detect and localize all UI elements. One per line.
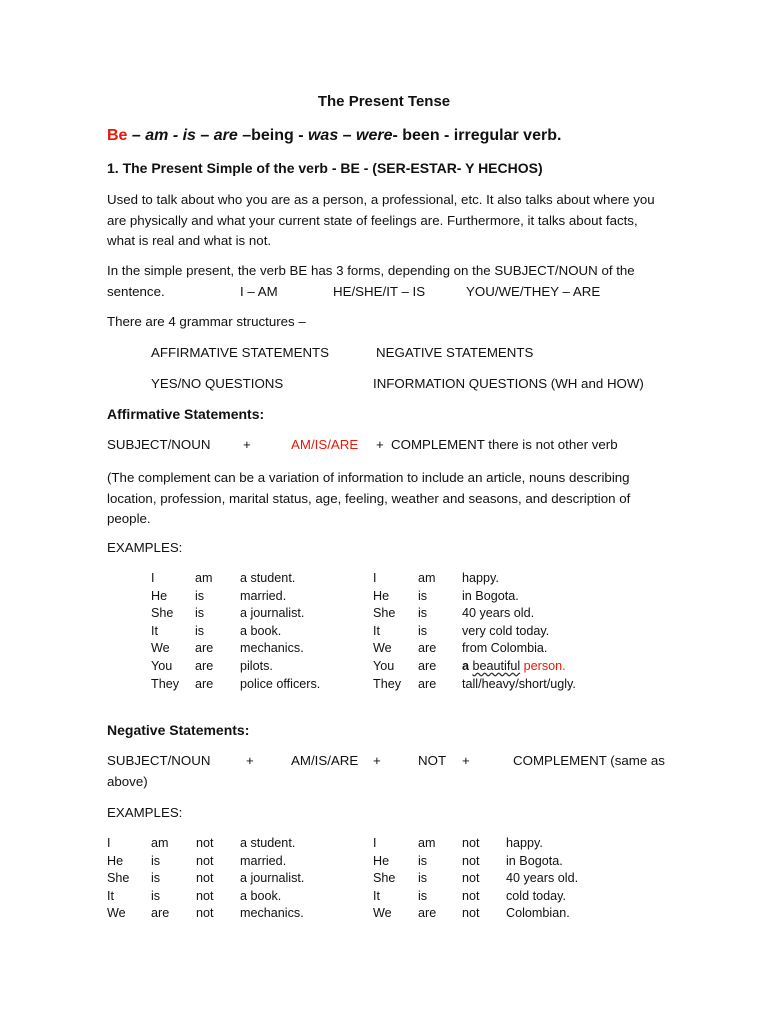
example-row <box>373 905 616 923</box>
document-title: The Present Tense <box>317 93 451 110</box>
neg-formula-subject: SUBJECT/NOUN <box>107 753 211 768</box>
example-subject: He <box>107 853 124 868</box>
be-word: Be <box>107 127 128 144</box>
example-complement: mechanics. <box>240 641 304 656</box>
example-subject: She <box>373 871 396 886</box>
negative-examples-right <box>373 835 616 923</box>
example-row <box>373 853 616 871</box>
example-verb: is <box>195 588 205 603</box>
example-row <box>373 676 612 694</box>
example-not: not <box>462 871 480 886</box>
neg-formula-plus-1: + <box>246 753 254 768</box>
example-subject: They <box>151 676 179 691</box>
structure-information: INFORMATION QUESTIONS (WH and HOW) <box>373 376 644 391</box>
example-row <box>107 835 360 853</box>
example-verb: are <box>418 641 437 656</box>
example-complement <box>462 658 612 676</box>
form-i-am: I – AM <box>240 284 278 299</box>
structure-negative: NEGATIVE STATEMENTS <box>376 345 534 360</box>
aff-formula-complement: COMPLEMENT there is not other verb <box>391 437 618 452</box>
example-verb: are <box>195 658 214 673</box>
example-row <box>107 888 360 906</box>
complement-noun: person. <box>523 658 566 673</box>
affirmative-heading: Affirmative Statements: <box>107 406 265 422</box>
example-not: not <box>462 853 480 868</box>
example-subject: We <box>373 641 392 656</box>
example-complement: a journalist. <box>240 871 305 886</box>
example-verb: am <box>418 571 436 585</box>
example-not: not <box>196 871 214 886</box>
example-not: not <box>196 906 214 921</box>
be-forms: – am - is – are <box>127 127 243 144</box>
complement-note: (The complement can be a variation of information to include an article, nouns describing location, profession, marital status, age, feeling, weather and seasons, and description of people. <box>107 470 631 527</box>
example-subject: We <box>107 906 126 921</box>
example-subject: It <box>373 623 380 638</box>
form-he-she-it-is: HE/SHE/IT – IS <box>333 284 426 299</box>
example-subject: It <box>107 888 114 903</box>
example-complement: married. <box>240 853 287 868</box>
example-verb: is <box>418 588 428 603</box>
example-subject: It <box>373 888 380 903</box>
example-complement: police officers. <box>240 676 321 691</box>
example-complement: 40 years old. <box>506 871 579 886</box>
example-complement: a student. <box>240 836 296 850</box>
aff-formula-verb: AM/IS/ARE <box>291 437 359 452</box>
example-subject: She <box>151 606 174 621</box>
example-complement: happy. <box>506 836 543 850</box>
forms-line-1: In the simple present, the verb BE has 3 forms, depending on the SUBJECT/NOUN of the <box>107 263 635 278</box>
neg-formula-plus-2: + <box>373 753 381 768</box>
example-complement: in Bogota. <box>462 588 519 603</box>
example-subject: We <box>151 641 170 656</box>
example-complement: very cold today. <box>462 623 550 638</box>
example-verb: are <box>418 676 437 691</box>
example-verb: am <box>418 836 436 850</box>
example-subject: It <box>151 623 158 638</box>
example-subject: You <box>151 658 173 673</box>
example-not: not <box>462 888 480 903</box>
affirmative-examples-left <box>151 570 370 693</box>
example-complement: a journalist. <box>240 606 305 621</box>
example-complement: 40 years old. <box>462 606 535 621</box>
example-row <box>373 870 616 888</box>
aff-formula-plus-2: + <box>376 437 384 452</box>
example-row <box>151 605 370 623</box>
example-not: not <box>462 906 480 921</box>
example-row <box>151 658 370 676</box>
section-heading-present-simple: 1. The Present Simple of the verb - BE - (SER-ESTAR- Y HECHOS) <box>107 160 543 176</box>
usage-paragraph: Used to talk about who you are as a person, a professional, etc. It also talks about where you are physically and what your current state of feelings are. Furthermore, it talks about facts, what is real and what is not. <box>107 192 655 249</box>
example-verb: is <box>151 853 161 868</box>
example-row <box>151 570 370 588</box>
example-not: not <box>196 836 214 850</box>
complement-article: a <box>462 658 470 673</box>
example-verb: is <box>418 623 428 638</box>
was-were-forms: was – were <box>307 127 393 144</box>
example-subject: I <box>107 836 111 850</box>
example-verb: is <box>151 871 161 886</box>
example-verb: is <box>418 888 428 903</box>
example-subject: She <box>107 871 130 886</box>
example-subject: We <box>373 906 392 921</box>
affirmative-examples-label: EXAMPLES: <box>107 540 183 555</box>
example-row <box>373 640 612 658</box>
example-subject: I <box>151 571 155 585</box>
example-row <box>107 870 360 888</box>
example-verb: am <box>151 836 169 850</box>
example-complement: a book. <box>240 888 282 903</box>
example-verb: is <box>195 623 205 638</box>
example-verb: are <box>418 658 437 673</box>
example-row <box>151 676 370 694</box>
being-form: –being - <box>242 127 308 144</box>
neg-formula-complement-cont: above) <box>107 774 148 789</box>
example-subject: They <box>373 676 401 691</box>
example-complement: cold today. <box>506 888 566 903</box>
example-verb: is <box>195 606 205 621</box>
example-not: not <box>462 836 480 850</box>
example-not: not <box>196 888 214 903</box>
example-subject: You <box>373 658 395 673</box>
example-subject: He <box>373 853 390 868</box>
example-subject: I <box>373 571 377 585</box>
example-row <box>151 588 370 606</box>
example-complement: married. <box>240 588 287 603</box>
be-forms-heading <box>107 127 561 145</box>
example-not: not <box>196 853 214 868</box>
example-verb: is <box>151 888 161 903</box>
negative-examples-left <box>107 835 360 923</box>
aff-formula-subject: SUBJECT/NOUN <box>107 437 211 452</box>
example-complement: tall/heavy/short/ugly. <box>462 676 576 691</box>
example-row <box>107 905 360 923</box>
example-row <box>373 570 612 588</box>
example-verb: are <box>151 906 170 921</box>
neg-formula-plus-3: + <box>462 753 470 768</box>
example-row <box>373 835 616 853</box>
negative-examples-label: EXAMPLES: <box>107 805 183 820</box>
example-complement: in Bogota. <box>506 853 563 868</box>
example-verb: are <box>195 641 214 656</box>
example-complement: happy. <box>462 571 499 585</box>
example-row <box>107 853 360 871</box>
negative-heading: Negative Statements: <box>107 722 250 738</box>
neg-formula-verb: AM/IS/ARE <box>291 753 359 768</box>
example-verb: are <box>418 906 437 921</box>
example-verb: is <box>418 853 428 868</box>
been-irregular: - been - irregular verb. <box>392 127 562 144</box>
example-complement: from Colombia. <box>462 641 548 656</box>
complement-adjective: beautiful <box>472 658 521 673</box>
structure-yes-no: YES/NO QUESTIONS <box>151 376 284 391</box>
example-row <box>373 658 612 676</box>
example-verb: is <box>418 871 428 886</box>
affirmative-examples-right <box>373 570 612 693</box>
form-you-we-they-are: YOU/WE/THEY – ARE <box>466 284 601 299</box>
example-verb: are <box>195 676 214 691</box>
example-complement: mechanics. <box>240 906 304 921</box>
example-verb: am <box>195 571 213 585</box>
example-row <box>151 640 370 658</box>
example-complement: Colombian. <box>506 906 570 921</box>
example-subject: I <box>373 836 377 850</box>
example-row <box>373 588 612 606</box>
aff-formula-plus-1: + <box>243 437 251 452</box>
example-row <box>373 605 612 623</box>
example-row <box>373 623 612 641</box>
neg-formula-complement: COMPLEMENT (same as <box>513 753 665 768</box>
structure-affirmative: AFFIRMATIVE STATEMENTS <box>151 345 330 360</box>
example-complement: a book. <box>240 623 282 638</box>
example-subject: He <box>151 588 168 603</box>
example-subject: He <box>373 588 390 603</box>
example-complement: pilots. <box>240 658 273 673</box>
example-subject: She <box>373 606 396 621</box>
forms-line-sentence: sentence. <box>107 284 165 299</box>
example-verb: is <box>418 606 428 621</box>
example-row <box>373 888 616 906</box>
structures-intro: There are 4 grammar structures – <box>107 314 306 329</box>
example-complement: a student. <box>240 571 296 585</box>
example-row <box>151 623 370 641</box>
neg-formula-not: NOT <box>418 753 447 768</box>
